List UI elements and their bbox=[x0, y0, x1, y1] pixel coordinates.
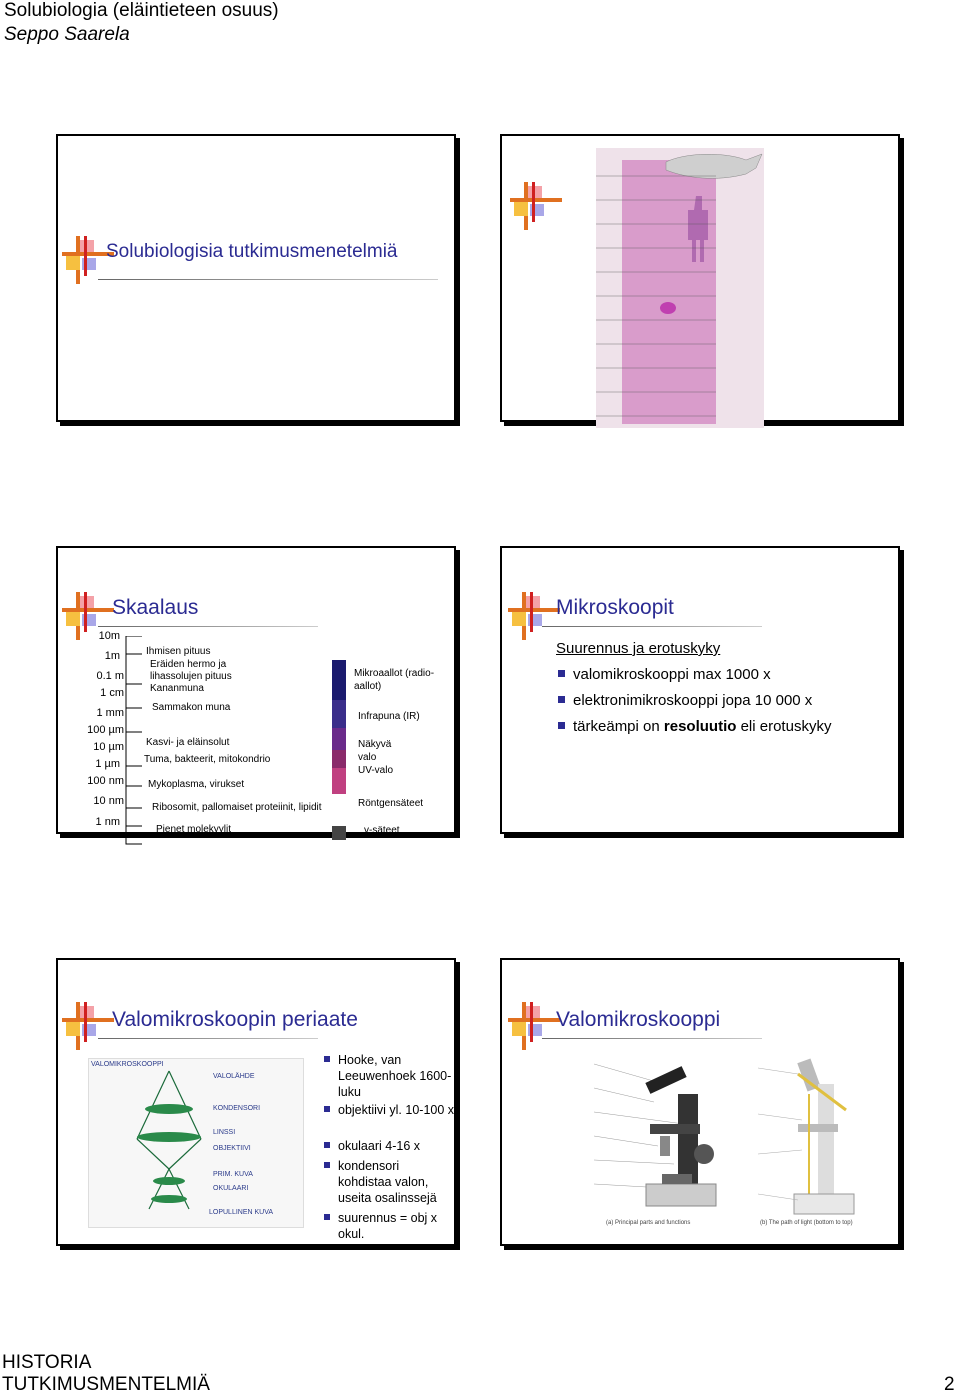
footer-line-1: HISTORIA bbox=[2, 1352, 92, 1373]
sketch-label: OKULAARI bbox=[213, 1185, 249, 1192]
sketch-label: VALOMIKROSKOOPPI bbox=[91, 1061, 164, 1068]
slide-5-title: Valomikroskoopin periaate bbox=[112, 1008, 358, 1031]
size-scale-figure bbox=[596, 148, 764, 428]
sketch-label: LOPULLINEN KUVA bbox=[209, 1209, 274, 1216]
scale-item: Kasvi- ja eläinsolut bbox=[146, 737, 230, 748]
scale-item: Tuma, bakteerit, mitokondrio bbox=[144, 754, 271, 765]
radiation-label: aallot) bbox=[354, 681, 382, 692]
bullet-item: Hooke, van Leeuwenhoek 1600-luku bbox=[324, 1052, 456, 1100]
slide-3-title: Skaalaus bbox=[112, 596, 199, 619]
sketch-label: VALOLÄHDE bbox=[213, 1073, 255, 1080]
radiation-label: Röntgensäteet bbox=[358, 798, 424, 809]
radiation-label: γ-säteet bbox=[364, 825, 400, 836]
corner-decoration bbox=[62, 1002, 114, 1050]
slide-6 bbox=[500, 958, 900, 1246]
scale-tick: 10 µm bbox=[93, 741, 124, 753]
scale-tick: 1 mm bbox=[96, 707, 124, 719]
radiation-label: valo bbox=[358, 752, 377, 763]
slide-4-subtitle: Suurennus ja erotuskyky bbox=[556, 640, 721, 657]
corner-decoration bbox=[508, 1002, 560, 1050]
bullet-text: tärkeämpi on bbox=[573, 718, 664, 735]
slide-5 bbox=[56, 958, 456, 1246]
microscope-photo bbox=[554, 1054, 732, 1224]
header-author: Seppo Saarela bbox=[4, 24, 130, 45]
scale-tick: 100 nm bbox=[87, 775, 124, 787]
scale-item: Kananmuna bbox=[150, 683, 204, 694]
scale-tick: 10 nm bbox=[93, 795, 124, 807]
scale-tick: 1 nm bbox=[95, 816, 120, 828]
microscope-sketch bbox=[88, 1058, 304, 1228]
sketch-label: OBJEKTIIVI bbox=[213, 1145, 251, 1152]
sketch-label: KONDENSORI bbox=[213, 1105, 261, 1112]
corner-decoration bbox=[508, 592, 560, 640]
scale-item: Ihmisen pituus bbox=[146, 646, 211, 657]
scale-tick: 100 µm bbox=[87, 724, 124, 736]
radiation-bar bbox=[332, 660, 346, 840]
scale-item: Mykoplasma, virukset bbox=[148, 779, 245, 790]
sketch-label: PRIM. KUVA bbox=[213, 1171, 253, 1178]
slide-3 bbox=[56, 546, 456, 834]
scale-tick: 1 µm bbox=[95, 758, 120, 770]
header-title: Solubiologia (eläintieteen osuus) bbox=[4, 0, 279, 21]
bullet-item: elektronimikroskooppi jopa 10 000 x bbox=[558, 692, 812, 709]
radiation-label: Infrapuna (IR) bbox=[358, 711, 420, 722]
page-number: 2 bbox=[944, 1374, 955, 1395]
slide-6-title: Valomikroskooppi bbox=[556, 1008, 721, 1031]
bullet-item: kondensori kohdistaa valon, useita osalinssejä bbox=[324, 1158, 456, 1206]
figure-caption: (b) The path of light (bottom to top) bbox=[760, 1220, 853, 1226]
slide-2 bbox=[500, 134, 900, 422]
scale-item: lihassolujen pituus bbox=[150, 671, 232, 682]
scale-item: Sammakon muna bbox=[152, 702, 231, 713]
sketch-label: LINSSI bbox=[213, 1129, 236, 1136]
slide-4 bbox=[500, 546, 900, 834]
bullet-item: valomikroskooppi max 1000 x bbox=[558, 666, 771, 683]
radiation-label: UV-valo bbox=[358, 765, 394, 776]
bullet-item: objektiivi yl. 10-100 x bbox=[324, 1102, 456, 1118]
slide-1-title: Solubiologisia tutkimusmenetelmiä bbox=[106, 241, 398, 262]
bullet-item: okulaari 4-16 x bbox=[324, 1138, 456, 1154]
scale-tick: 1 cm bbox=[100, 687, 124, 699]
scale-tick: 10m bbox=[98, 630, 120, 642]
scale-item: Ribosomit, pallomaiset proteiinit, lipidit bbox=[152, 802, 322, 813]
scale-tick: 0.1 m bbox=[96, 670, 124, 682]
scale-item: Eräiden hermo ja bbox=[150, 659, 227, 670]
figure-caption: (a) Principal parts and functions bbox=[606, 1220, 691, 1226]
light-path-figure bbox=[754, 1054, 872, 1224]
footer-line-2: TUTKIMUSMENTELMIÄ bbox=[2, 1374, 210, 1395]
bullet-item: suurennus = obj x okul. bbox=[324, 1210, 456, 1242]
radiation-label: Näkyvä bbox=[358, 739, 392, 750]
scale-tick: 1m bbox=[104, 650, 120, 662]
bullet-item bbox=[558, 718, 831, 735]
radiation-label: Mikroaallot (radio- bbox=[354, 668, 435, 679]
lens-diagram bbox=[129, 1069, 209, 1219]
slide-4-title: Mikroskoopit bbox=[556, 596, 674, 619]
bullet-text: eli erotuskyky bbox=[736, 718, 832, 735]
bullet-bold: resoluutio bbox=[663, 718, 737, 735]
slide-1 bbox=[56, 134, 456, 422]
corner-decoration bbox=[510, 182, 562, 230]
scale-item: Pienet molekyylit bbox=[156, 824, 232, 835]
